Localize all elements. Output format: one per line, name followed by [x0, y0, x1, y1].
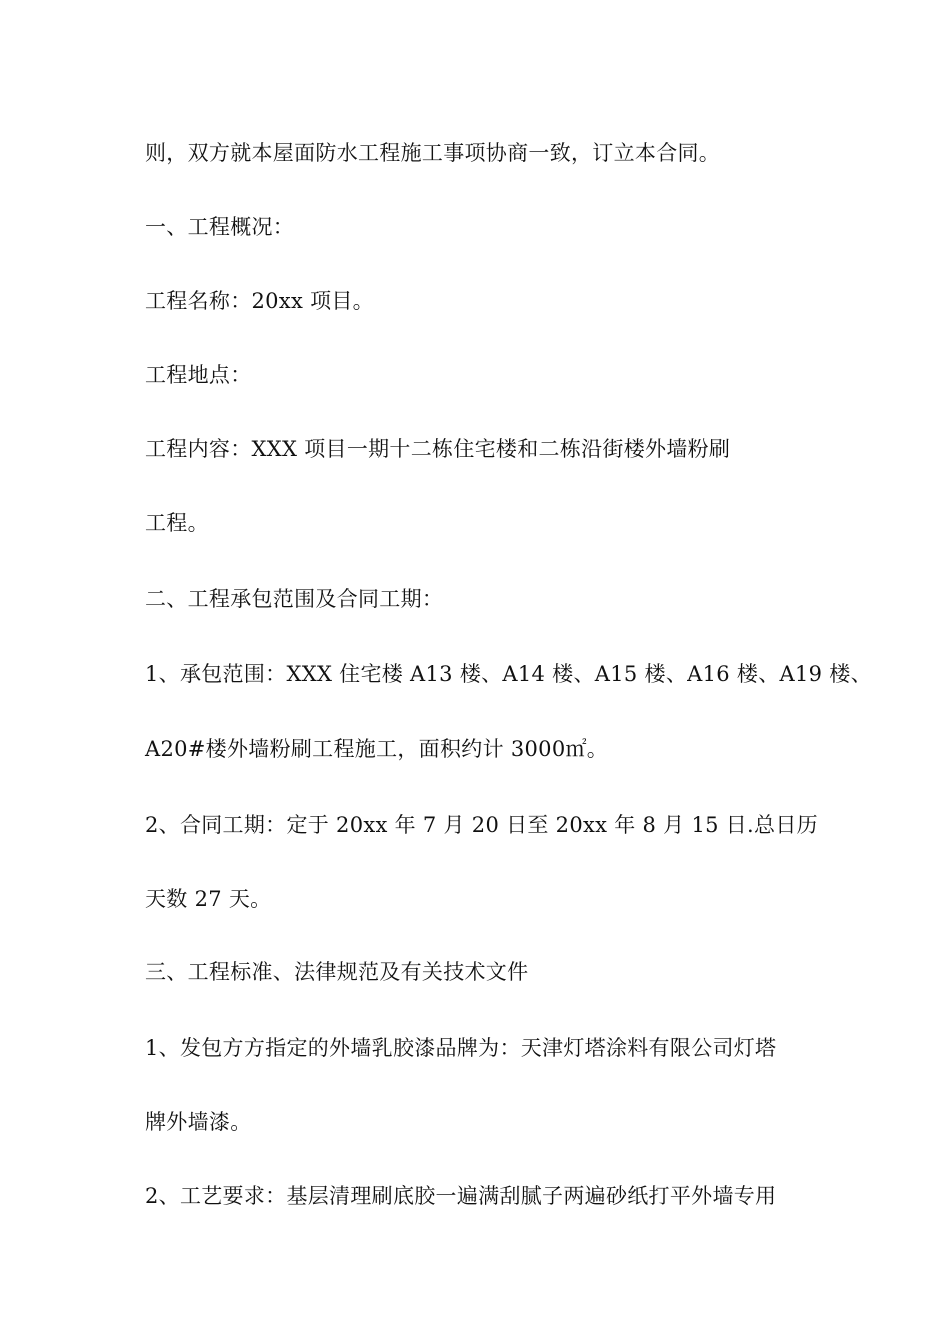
text-line-duration: 2、合同工期：定于 20xx 年 7 月 20 日至 20xx 年 8 月 15 日.总日历 — [145, 813, 818, 837]
text-line-paint-brand: 1、发包方方指定的外墙乳胶漆品牌为：天津灯塔涂料有限公司灯塔 — [145, 1036, 777, 1060]
text-line-project-content-cont: 工程。 — [145, 511, 209, 535]
text-line-duration-cont: 天数 27 天。 — [145, 887, 272, 911]
text-line-project-location: 工程地点： — [145, 363, 252, 387]
text-line-scope: 1、承包范围：XXX 住宅楼 A13 楼、A14 楼、A15 楼、A16 楼、A19 楼、 — [145, 662, 872, 686]
section-heading-standards: 三、工程标准、法律规范及有关技术文件 — [145, 960, 529, 984]
text-line-project-name: 工程名称：20xx 项目。 — [145, 289, 374, 313]
text-line-project-content: 工程内容：XXX 项目一期十二栋住宅楼和二栋沿街楼外墙粉刷 — [145, 437, 731, 461]
section-heading-scope: 二、工程承包范围及合同工期： — [145, 587, 444, 611]
text-line-paint-brand-cont: 牌外墙漆。 — [145, 1110, 252, 1134]
section-heading-overview: 一、工程概况： — [145, 215, 295, 239]
text-line-scope-cont: A20#楼外墙粉刷工程施工，面积约计 3000㎡。 — [145, 737, 609, 761]
text-line-process-requirements: 2、工艺要求：基层清理刷底胶一遍满刮腻子两遍砂纸打平外墙专用 — [145, 1184, 777, 1208]
text-line-clause-intro: 则，双方就本屋面防水工程施工事项协商一致，订立本合同。 — [145, 141, 721, 165]
